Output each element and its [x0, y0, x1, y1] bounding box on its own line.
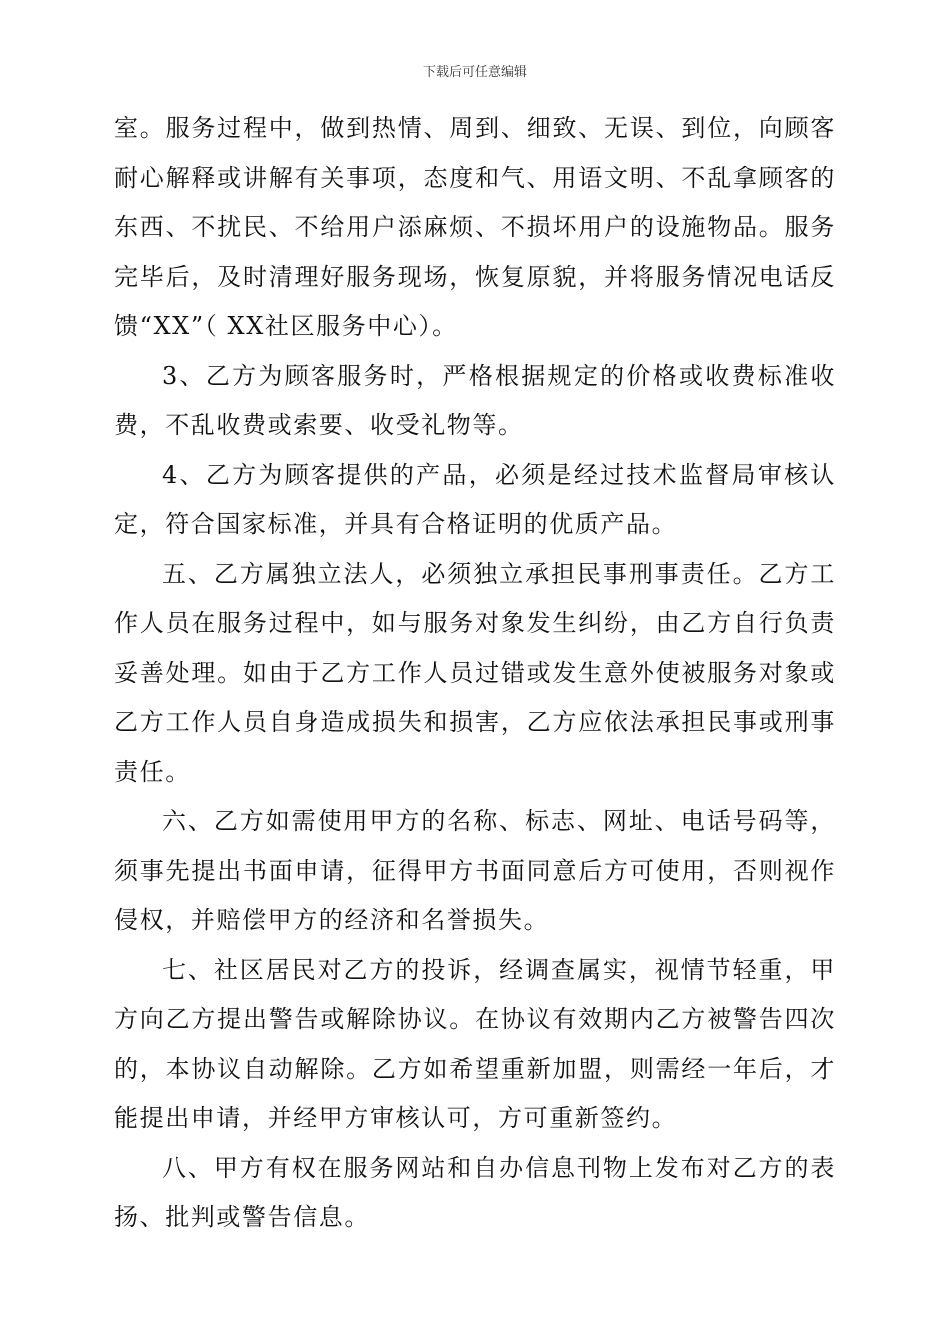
paragraph-clause-seven: 七、社区居民对乙方的投诉，经调查属实，视情节轻重，甲方向乙方提出警告或解除协议。在协议有效期内乙方被警告四次的，本协议自动解除。乙方如希望重新加盟，则需经一年后，才能提出申请，并经甲方审核认可，方可重新签约。 — [114, 955, 836, 1132]
paragraph-clause-3: 3、乙方为顾客服务时，严格根据规定的价格或收费标准收费，不乱收费或索要、收受礼物等。 — [114, 361, 836, 439]
paragraph-clause-five: 五、乙方属独立法人，必须独立承担民事刑事责任。乙方工作人员在服务过程中，如与服务对象发生纠纷，由乙方自行负责妥善处理。如由于乙方工作人员过错或发生意外使被服务对象或乙方工作人员自身造成损失和损害，乙方应依法承担民事或刑事责任。 — [114, 559, 836, 786]
paragraph-clause-six: 六、乙方如需使用甲方的名称、标志、网址、电话号码等，须事先提出书面申请，征得甲方书面同意后方可使用，否则视作侵权，并赔偿甲方的经济和名誉损失。 — [114, 807, 836, 934]
paragraph-clause-eight: 八、甲方有权在服务网站和自办信息刊物上发布对乙方的表扬、批判或警告信息。 — [114, 1153, 836, 1231]
paragraph-clause-4: 4、乙方为顾客提供的产品，必须是经过技术监督局审核认定，符合国家标准，并具有合格证明的优质产品。 — [114, 460, 836, 538]
paragraph-service-conduct: 室。服务过程中，做到热情、周到、细致、无误、到位，向顾客耐心解释或讲解有关事项，态度和气、用语文明、不乱拿顾客的东西、不扰民、不给用户添麻烦、不损坏用户的设施物品。服务完毕后，及时清理好服务现场，恢复原貌，并将服务情况电话反馈“XX”（ XX社区服务中心）。 — [114, 114, 836, 340]
document-body — [114, 104, 836, 1243]
page-header: 下载后可任意编辑 — [422, 65, 527, 80]
